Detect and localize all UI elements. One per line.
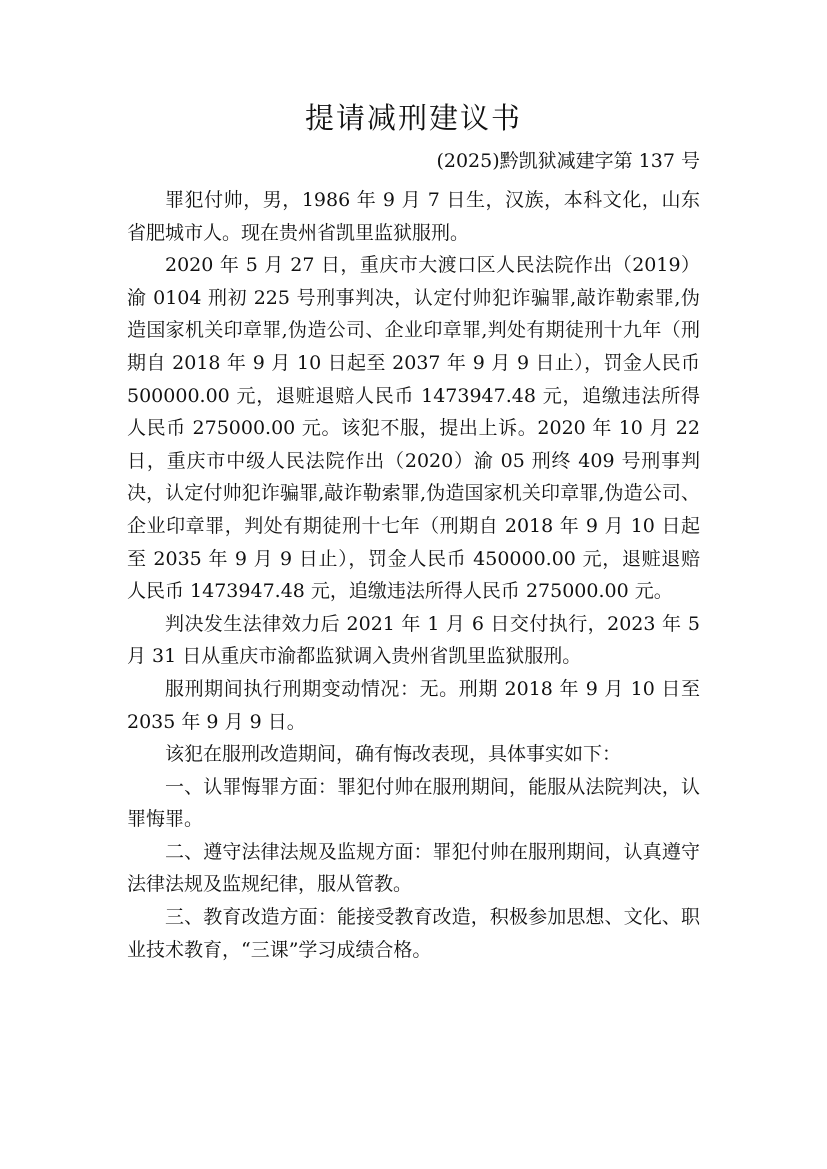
paragraph-sentence-changes: 服刑期间执行刑期变动情况：无。刑期 2018 年 9 月 10 日至 2035 年 9 月 9 日。 bbox=[127, 677, 700, 733]
paragraph-criminal-info: 罪犯付帅，男，1986 年 9 月 7 日生，汉族，本科文化，山东省肥城市人。现在贵州省凯里监狱服刑。 bbox=[127, 189, 700, 244]
paragraph-fact-1: 一、认罪悔罪方面：罪犯付帅在服刑期间，能服从法院判决，认罪悔罪。 bbox=[127, 775, 700, 831]
document-body bbox=[127, 184, 700, 966]
paragraph-facts-intro: 该犯在服刑改造期间，确有悔改表现，具体事实如下： bbox=[165, 743, 622, 766]
document-title: 提请减刑建议书 bbox=[304, 101, 522, 135]
paragraph-fact-2: 二、遵守法律法规及监规方面：罪犯付帅在服刑期间，认真遵守法律法规及监规纪律，服从管教。 bbox=[127, 840, 700, 896]
paragraph-judgments: 2020 年 5 月 27 日，重庆市大渡口区人民法院作出（2019）渝 0104 刑初 225 号刑事判决，认定付帅犯诈骗罪,敲诈勒索罪,伪造国家机关印章罪,伪造公司、企业印章罪,判处有期徒刑十九年（刑期自 2018 年 9 月 10 日起至 2037 年 9 月 9 日止），罚金人民币 500000.00 元，退赃退赔人民币 1473947.48 元，追缴违法所得人民币 275000.00 元。该犯不服，提出上诉。2020 年 10 月 22 日，重庆市中级人民法院作出（2020）渝 05 刑终 409 号刑事判决，认定付帅犯诈骗罪,敲诈勒索罪,伪造国家机关印章罪,伪造公司、企业印章罪，判处有期徒刑十七年（刑期自 2018 年 9 月 10 日起至 2035 年 9 月 9 日止），罚金人民币 450000.00 元，退赃退赔人民币 1473947.48 元，追缴违法所得人民币 275000.00 元。 bbox=[127, 254, 700, 603]
paragraph-execution: 判决发生法律效力后 2021 年 1 月 6 日交付执行，2023 年 5 月 31 日从重庆市渝都监狱调入贵州省凯里监狱服刑。 bbox=[127, 612, 700, 668]
document-number: (2025)黔凯狱减建字第 137 号 bbox=[436, 150, 700, 172]
paragraph-fact-3: 三、教育改造方面：能接受教育改造，积极参加思想、文化、职业技术教育，“三课”学习成绩合格。 bbox=[127, 906, 700, 961]
